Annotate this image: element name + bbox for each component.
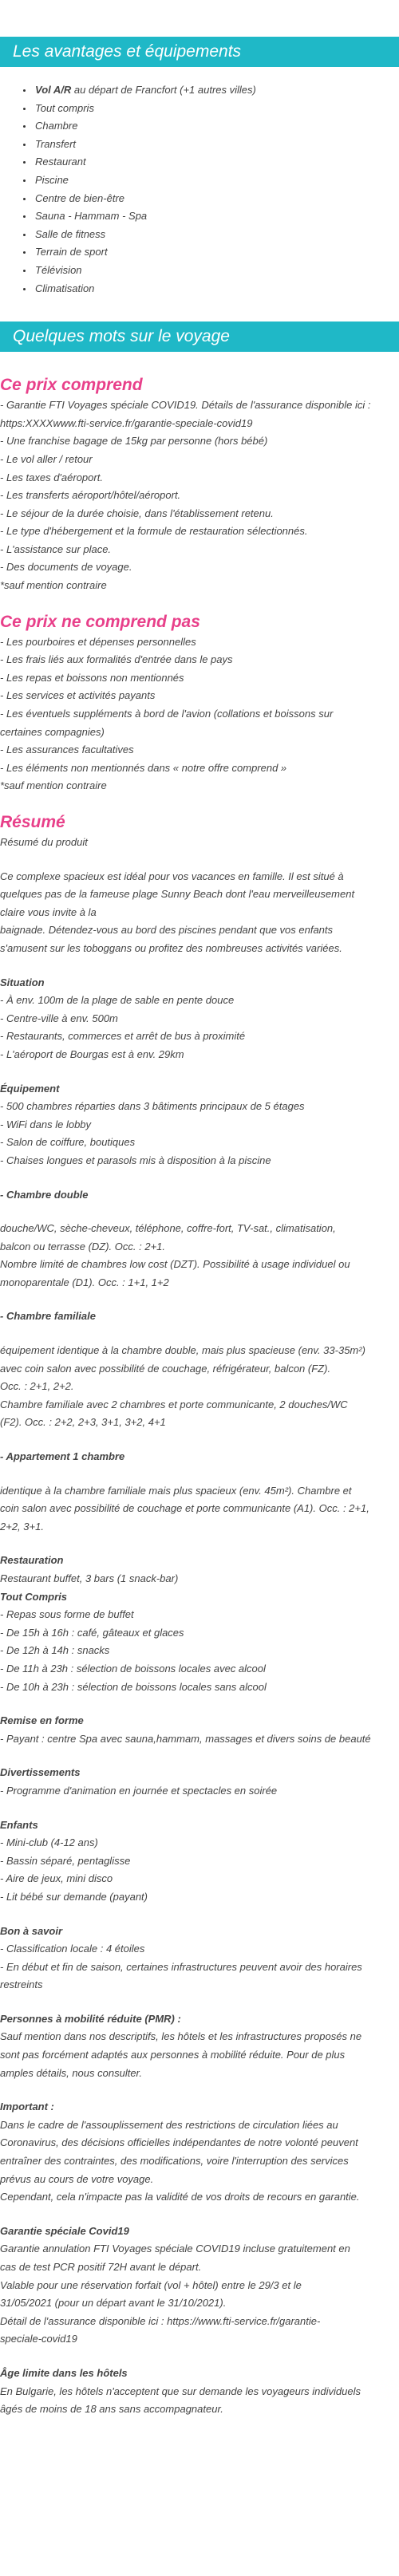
text-line: - L'assistance sur place.: [0, 542, 112, 555]
text-line: équipement identique à la chambre double, mais plus spacieuse (env. 33-35m²): [0, 1344, 365, 1357]
text-line: amples détails, nous consulter.: [0, 2066, 143, 2079]
block-heading: Garantie spéciale Covid19: [0, 2224, 129, 2237]
text-line: 2+2, 3+1.: [0, 1520, 44, 1533]
feature-text: Centre de bien-être: [35, 191, 125, 204]
feature-item: [34, 153, 399, 172]
spacer: [0, 1748, 396, 1764]
price-excludes-list: [0, 633, 396, 795]
text-line: - De 10h à 23h : sélection de boissons locales sans alcool: [0, 1680, 267, 1693]
text-line: Sauf mention dans nos descriptifs, les hôtels et les infrastructures proposés ne: [0, 2030, 362, 2043]
feature-text: Terrain de sport: [35, 246, 108, 258]
text-line: - Restaurants, commerces et arrêt de bus à proximité: [0, 1030, 246, 1043]
spacer: [0, 1292, 396, 1308]
spacer: [0, 1907, 396, 1923]
spacer: [0, 1696, 396, 1712]
summary-block: [0, 1817, 396, 1907]
text-line: prévus au cours de votre voyage.: [0, 2172, 154, 2185]
trip-banner: Quelques mots sur le voyage: [0, 322, 399, 352]
summary-block: [0, 1712, 396, 1748]
feature-item: [34, 81, 399, 100]
spacer: [0, 1204, 396, 1220]
block-heading: Important :: [0, 2101, 54, 2113]
text-line: - 500 chambres réparties dans 3 bâtiments principaux de 5 étages: [0, 1100, 305, 1113]
feature-item: [34, 280, 399, 298]
text-line: - Aire de jeux, mini disco: [0, 1872, 113, 1885]
text-line: certaines compagnies): [0, 725, 105, 738]
feature-text: Chambre: [35, 120, 78, 132]
feature-text: Restaurant: [35, 156, 86, 168]
text-line: entraîner des contraintes, des modifications, voire l'interruption des services: [0, 2155, 349, 2168]
text-line: - Le type d'hébergement et la formule de restauration sélectionnés.: [0, 525, 308, 538]
feature-item: [34, 172, 399, 190]
text-line: monoparentale (D1). Occ. : 1+1, 1+2: [0, 1276, 169, 1288]
text-line: - De 15h à 16h : café, gâteaux et glaces: [0, 1626, 184, 1639]
text-line: Valable pour une réservation forfait (vol + hôtel) entre le 29/3 et le: [0, 2278, 302, 2291]
text-line: - Repas sous forme de buffet: [0, 1608, 134, 1621]
block-heading: Situation: [0, 976, 45, 988]
text-line: Dans le cadre de l'assouplissement des restrictions de circulation liées au: [0, 2118, 338, 2131]
feature-text: Climatisation: [35, 282, 95, 294]
text-line: Coronavirus, des décisions officielles indépendantes de notre volonté peuvent: [0, 2136, 358, 2149]
summary-title: Résumé: [0, 813, 65, 831]
block-heading: Équipement: [0, 1082, 60, 1095]
summary-block: [0, 1923, 396, 1994]
text-line: https:XXXXwww.fti-service.fr/garantie-speciale-covid19: [0, 416, 253, 429]
feature-item: [34, 226, 399, 244]
summary-block: [0, 2010, 396, 2082]
text-line: - Lit bébé sur demande (payant): [0, 1890, 148, 1903]
block-heading: Tout Compris: [0, 1590, 68, 1603]
text-line: - Centre-ville à env. 500m: [0, 1012, 118, 1024]
text-line: Chambre familiale avec 2 chambres et porte communicante, 2 douches/WC: [0, 1398, 348, 1410]
text-line: - À env. 100m de la plage de sable en pente douce: [0, 994, 235, 1007]
features-section: [0, 67, 399, 317]
text-line: - En début et fin de saison, certaines infrastructures peuvent avoir des horaires: [0, 1960, 362, 1973]
summary-block: [0, 1552, 396, 1588]
spacer: [0, 2082, 396, 2098]
block-heading: Âge limite dans les hôtels: [0, 2366, 128, 2379]
text-line: Occ. : 2+1, 2+2.: [0, 1380, 74, 1393]
text-line: - Salon de coiffure, boutiques: [0, 1136, 136, 1149]
text-line: Garantie annulation FTI Voyages spéciale COVID19 incluse gratuitement en: [0, 2243, 350, 2255]
text-line: - Les éléments non mentionnés dans « notre offre comprend »: [0, 761, 287, 774]
summary-block: [0, 1186, 396, 1205]
text-line: coin salon avec possibilité de couchage et porte communicante (A1). Occ. : 2+1,: [0, 1502, 369, 1515]
summary-block: [0, 1448, 396, 1466]
summary-block: [0, 1308, 396, 1326]
price-includes-title: Ce prix comprend: [0, 376, 143, 395]
block-heading: - Chambre familiale: [0, 1310, 96, 1323]
summary-block: [0, 1342, 396, 1432]
summary-block: [0, 974, 396, 1064]
spacer: [0, 1326, 396, 1342]
spacer: [0, 2349, 396, 2365]
block-heading: Enfants: [0, 1818, 38, 1831]
text-line: - Les repas et boissons non mentionnés: [0, 671, 184, 684]
text-line: speciale-covid19: [0, 2333, 77, 2345]
spacer: [0, 1432, 396, 1448]
spacer: [0, 1466, 396, 1482]
summary-intro: [0, 868, 396, 958]
features-list: [19, 81, 399, 298]
text-line: cas de test PCR positif 72H avant le départ.: [0, 2261, 202, 2273]
spacer: [0, 1801, 396, 1817]
spacer: [0, 2207, 396, 2223]
summary-block: [0, 1220, 396, 1292]
text-line: - Garantie FTI Voyages spéciale COVID19. Détails de l'assurance disponible ici :: [0, 399, 371, 412]
summary-block: [0, 2365, 396, 2419]
summary-block: [0, 1482, 396, 1537]
feature-item: [34, 100, 399, 118]
text-line: - Programme d'animation en journée et spectacles en soirée: [0, 1784, 278, 1797]
price-includes-list: [0, 396, 396, 595]
text-line: - Les éventuels suppléments à bord de l'avion (collations et boissons sur: [0, 708, 334, 720]
summary-block: [0, 2223, 396, 2349]
block-heading: - Appartement 1 chambre: [0, 1450, 125, 1463]
text-line: quelques pas de la fameuse plage Sunny Beach dont l'eau merveilleusement: [0, 888, 355, 901]
text-line: - Le vol aller / retour: [0, 452, 93, 465]
text-line: - Mini-club (4-12 ans): [0, 1836, 98, 1849]
spacer: [0, 958, 396, 974]
text-line: claire vous invite à la: [0, 905, 97, 918]
text-line: - Les frais liés aux formalités d'entrée dans le pays: [0, 653, 233, 666]
spacer: [0, 1536, 396, 1552]
text-line: - Payant : centre Spa avec sauna,hammam, massages et divers soins de beauté: [0, 1732, 371, 1745]
spacer: [0, 852, 396, 868]
spacer: [0, 1064, 396, 1080]
text-line: - Les pourboires et dépenses personnelles: [0, 635, 196, 648]
spacer: [0, 1994, 396, 2010]
text-line: - Classification locale : 4 étoiles: [0, 1943, 145, 1955]
feature-text: Piscine: [35, 173, 69, 186]
text-line: 31/05/2021 (pour un départ avant le 31/10/2021).: [0, 2297, 227, 2310]
text-line: Détail de l'assurance disponible ici : https://www.fti-service.fr/garantie-: [0, 2314, 321, 2327]
text-line: Restaurant buffet, 3 bars (1 snack-bar): [0, 1572, 179, 1584]
feature-text: Sauna - Hammam - Spa: [35, 210, 148, 223]
text-line: - Le séjour de la durée choisie, dans l'établissement retenu.: [0, 507, 274, 519]
feature-text: au départ de Francfort (+1 autres villes): [71, 84, 256, 96]
text-line: avec coin salon avec possibilité de couchage, réfrigérateur, balcon (FZ).: [0, 1362, 331, 1375]
feature-text: Tout compris: [35, 101, 94, 114]
text-line: - Chaises longues et parasols mis à disposition à la piscine: [0, 1154, 271, 1166]
block-heading: Personnes à mobilité réduite (PMR) :: [0, 2012, 181, 2025]
feature-text: Salle de fitness: [35, 227, 106, 240]
text-line: - Les services et activités payants: [0, 689, 156, 702]
text-line: - De 12h à 14h : snacks: [0, 1644, 110, 1657]
text-line: identique à la chambre familiale mais plus spacieux (env. 45m²). Chambre et: [0, 1484, 352, 1497]
block-heading: Bon à savoir: [0, 1924, 63, 1937]
text-line: âgés de moins de 18 ans sans accompagnateur.: [0, 2403, 223, 2416]
text-line: sont pas forcément adaptés aux personnes à mobilité réduite. Pour de plus: [0, 2049, 346, 2061]
text-line: Ce complexe spacieux est idéal pour vos vacances en famille. Il est situé à: [0, 870, 344, 882]
text-line: - WiFi dans le lobby: [0, 1118, 92, 1130]
text-line: - Les assurances facultatives: [0, 744, 134, 756]
feature-text: Télévision: [35, 263, 82, 276]
feature-item: [34, 136, 399, 154]
summary-block: [0, 2098, 396, 2207]
feature-bold: Vol A/R: [35, 84, 72, 96]
text-line: *sauf mention contraire: [0, 579, 107, 592]
summary-block: [0, 1080, 396, 1170]
summary-blocks: [0, 974, 396, 2419]
summary-subtitle-wrap: [0, 834, 396, 852]
features-banner: Les avantages et équipements: [0, 37, 399, 67]
price-excludes-title: Ce prix ne comprend pas: [0, 612, 200, 631]
trip-body: [0, 352, 399, 2451]
summary-block: [0, 1764, 396, 1800]
spacer: [0, 595, 396, 611]
feature-item: [34, 117, 399, 136]
text-line: En Bulgarie, les hôtels n'acceptent que sur demande les voyageurs individuels: [0, 2385, 361, 2397]
block-heading: - Chambre double: [0, 1188, 89, 1201]
feature-item: [34, 262, 399, 280]
text-line: Cependant, cela n'impacte pas la validité de vos droits de recours en garantie.: [0, 2191, 360, 2203]
spacer: [0, 1170, 396, 1186]
text-line: balcon ou terrasse (DZ). Occ. : 2+1.: [0, 1240, 165, 1252]
text-line: - Bassin séparé, pentaglisse: [0, 1854, 131, 1867]
text-line: - Les taxes d'aéroport.: [0, 471, 103, 483]
text-line: s'amusent sur les toboggans ou profitez des nombreuses activités variées.: [0, 941, 342, 954]
text-line: (F2). Occ. : 2+2, 2+3, 3+1, 3+2, 4+1: [0, 1416, 166, 1429]
text-line: baignade. Détendez-vous au bord des piscines pendant que vos enfants: [0, 924, 334, 937]
text-line: Nombre limité de chambres low cost (DZT). Possibilité à usage individuel ou: [0, 1258, 350, 1271]
block-heading: Divertissements: [0, 1766, 81, 1779]
feature-text: Transfert: [35, 137, 77, 150]
spacer: [0, 795, 396, 811]
block-heading: Remise en forme: [0, 1714, 84, 1727]
text-line: - De 11h à 23h : sélection de boissons locales avec alcool: [0, 1662, 266, 1675]
feature-item: [34, 207, 399, 226]
feature-item: [34, 190, 399, 208]
text-line: douche/WC, sèche-cheveux, téléphone, coffre-fort, TV-sat., climatisation,: [0, 1222, 336, 1235]
summary-block: [0, 1588, 396, 1697]
summary-subtitle: Résumé du produit: [0, 836, 88, 848]
text-line: *sauf mention contraire: [0, 779, 107, 792]
block-heading: Restauration: [0, 1554, 64, 1567]
feature-item: [34, 243, 399, 262]
text-line: - Des documents de voyage.: [0, 561, 132, 574]
text-line: - Les transferts aéroport/hôtel/aéroport.: [0, 489, 181, 502]
text-line: - L'aéroport de Bourgas est à env. 29km: [0, 1047, 184, 1060]
text-line: restreints: [0, 1978, 43, 1991]
text-line: - Une franchise bagage de 15kg par personne (hors bébé): [0, 435, 268, 448]
